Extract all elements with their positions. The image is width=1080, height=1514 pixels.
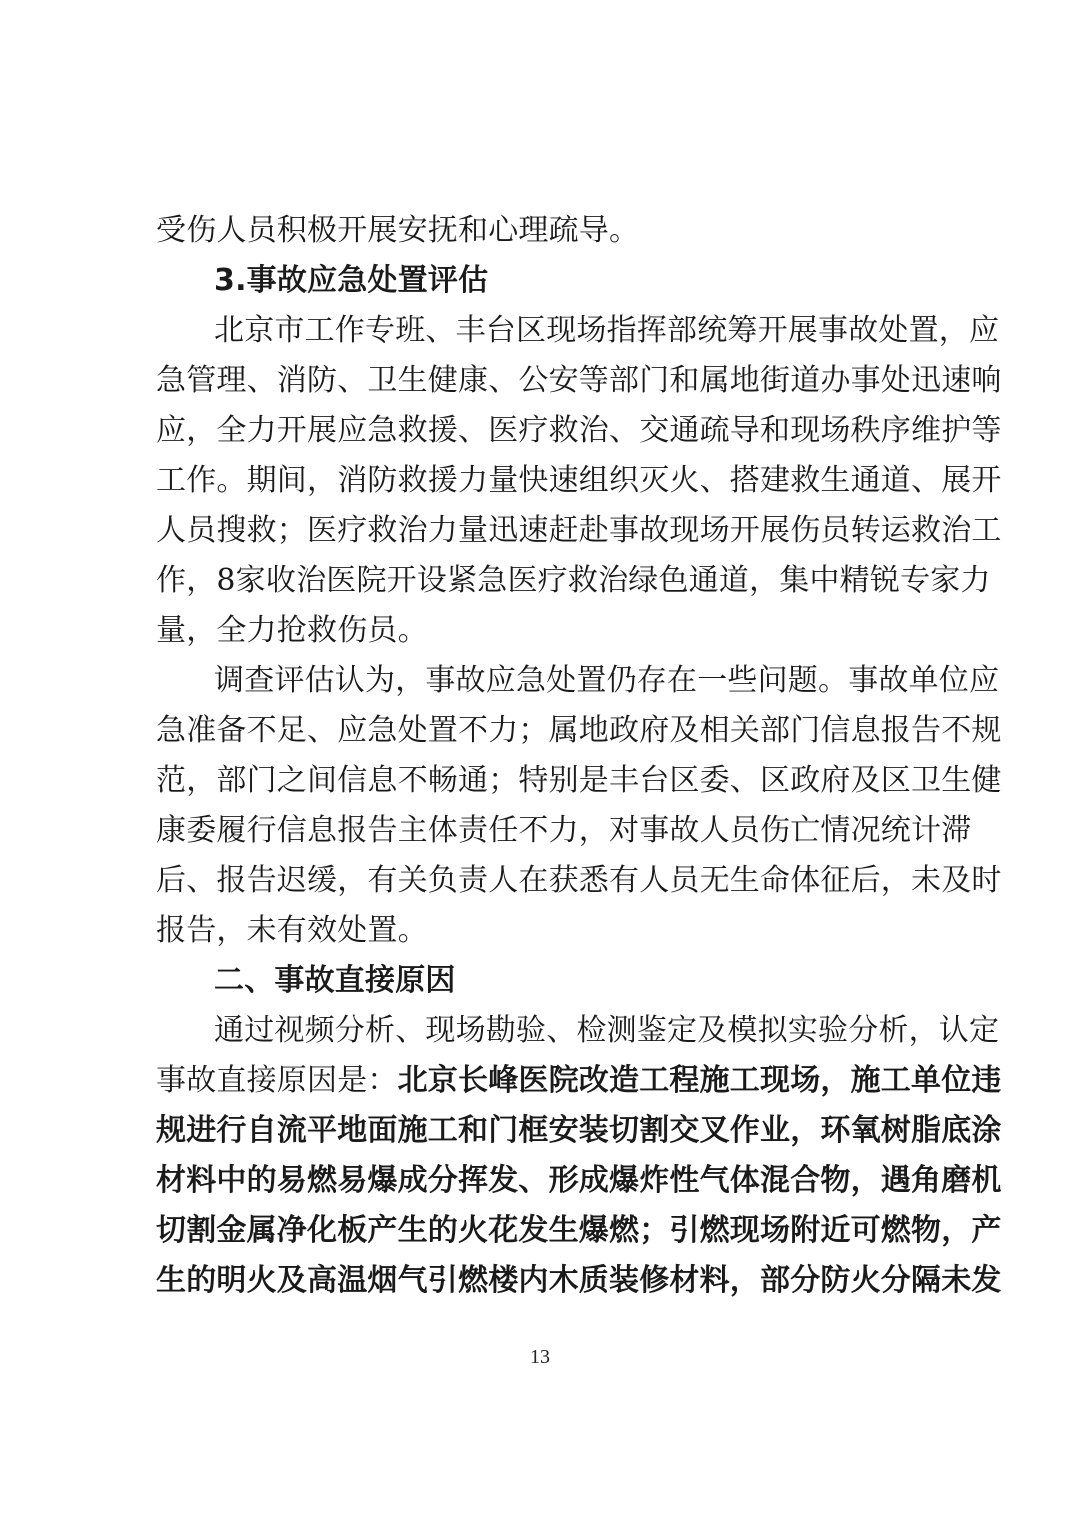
body-text-line: 工作。期间，消防救援力量快速组织灭火、搭建救生通道、展开 (156, 463, 1002, 498)
body-text-line: 后、报告迟缓，有关负责人在获悉有人员无生命体征后，未及时 (156, 863, 1002, 898)
body-text-line: 受伤人员积极开展安抚和心理疏导。 (156, 213, 640, 248)
body-text-line: 急管理、消防、卫生健康、公安等部门和属地街道办事处迅速响 (156, 363, 1002, 398)
body-text-line: 康委履行信息报告主体责任不力，对事故人员伤亡情况统计滞 (156, 813, 972, 848)
body-text-line: 作，8家收治医院开设紧急医疗救治绿色通道，集中精锐专家力 (156, 563, 991, 598)
body-text-bold: 北京长峰医院改造工程施工现场，施工单位违 (397, 1063, 1002, 1098)
body-text-line: 量，全力抢救伤员。 (156, 613, 428, 648)
bold-text-line: 切割金属净化板产生的火花发生爆燃；引燃现场附近可燃物，产 (156, 1213, 1002, 1248)
body-text-line: 调查评估认为，事故应急处置仍存在一些问题。事故单位应 (214, 663, 1000, 698)
bold-text-line: 规进行自流平地面施工和门框安装切割交叉作业，环氧树脂底涂 (156, 1113, 1002, 1148)
bold-text-line: 生的明火及高温烟气引燃楼内木质装修材料，部分防火分隔未发 (156, 1263, 1002, 1298)
body-text-line: 急准备不足、应急处置不力；属地政府及相关部门信息报告不规 (156, 713, 1002, 748)
body-text-line: 人员搜救；医疗救治力量迅速赶赴事故现场开展伤员转运救治工 (156, 513, 1002, 548)
section-heading-3: 3.事故应急处置评估 (214, 263, 489, 298)
page-number: 13 (530, 1346, 550, 1368)
body-text-line: 北京市工作专班、丰台区现场指挥部统筹开展事故处置，应 (214, 313, 1000, 348)
body-text-line: 报告，未有效处置。 (156, 913, 428, 948)
body-text-normal: 事故直接原因是： (156, 1063, 398, 1098)
body-text-line: 应，全力开展应急救援、医疗救治、交通疏导和现场秩序维护等 (156, 413, 1002, 448)
section-heading-two: 二、事故直接原因 (214, 963, 456, 998)
body-text-line: 范，部门之间信息不畅通；特别是丰台区委、区政府及区卫生健 (156, 763, 1002, 798)
body-text-line: 通过视频分析、现场勘验、检测鉴定及模拟实验分析，认定 (214, 1013, 1000, 1048)
bold-text-line: 材料中的易燃易爆成分挥发、形成爆炸性气体混合物，遇角磨机 (156, 1163, 1002, 1198)
body-text-line-mixed (156, 1056, 1002, 1106)
